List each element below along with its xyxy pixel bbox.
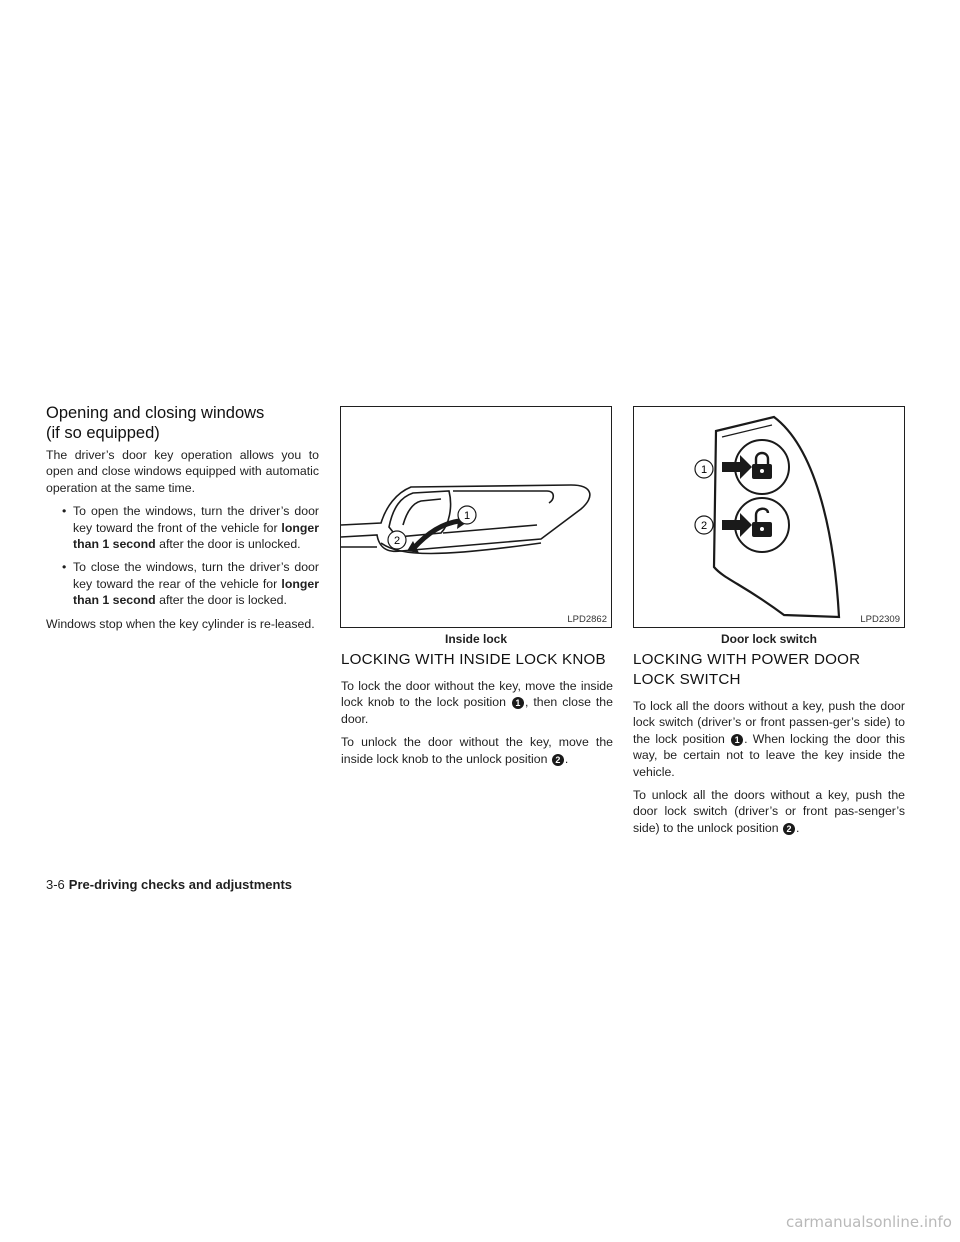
bullet-text: To open the windows, turn the driver’s door key toward the front of the vehicle for (73, 504, 319, 535)
paragraph-text: To unlock the door without the key, move the inside lock knob to the unlock position (341, 735, 613, 766)
inside-lock-caption: Inside lock (444, 632, 508, 646)
heading-line-2: LOCK SWITCH (633, 671, 741, 688)
figure-label-2: 2 (700, 520, 708, 532)
figure-code: LPD2862 (567, 614, 607, 625)
figure-label-2: 2 (393, 535, 401, 547)
unlock-icon (752, 509, 772, 537)
paragraph-text: To lock all the doors without a key, push the door lock switch (driver’s or front passen-ger’s side) to the lock position (633, 699, 905, 746)
bullet-dot: • (62, 504, 67, 519)
position-1-marker: 1 (731, 734, 743, 746)
bullet-close-windows (46, 559, 319, 608)
paragraph-text: . (564, 751, 569, 766)
door-lock-switch-caption: Door lock switch (720, 632, 818, 646)
heading-line-2: (if so equipped) (46, 424, 160, 442)
page-footer (46, 877, 292, 892)
lock-icon (752, 453, 772, 479)
figure-code: LPD2309 (860, 614, 900, 625)
inside-lock-illustration (341, 407, 611, 627)
inside-lock-knob-body (341, 678, 613, 774)
page-number: 3-6 (46, 877, 65, 892)
heading-line-1: Opening and closing windows (46, 404, 265, 422)
power-door-lock-heading (633, 650, 905, 690)
paragraph-text: . When locking the door this way, be certain not to leave the key inside the vehicle. (633, 731, 905, 779)
door-lock-switch-figure (633, 406, 905, 628)
inside-lock-knob-heading: LOCKING WITH INSIDE LOCK KNOB (341, 651, 606, 668)
unlock-paragraph (341, 734, 613, 767)
lock-paragraph (341, 678, 613, 727)
intro-paragraph: The driver’s door key operation allows you to open and close windows equipped with automatic operation at the same time. (46, 448, 319, 495)
heading-line-1: LOCKING WITH POWER DOOR (633, 651, 861, 668)
bullet-open-windows (46, 503, 319, 552)
closing-paragraph: Windows stop when the key cylinder is re-leased. (46, 616, 315, 631)
lock-paragraph (633, 698, 905, 780)
bullet-dot: • (62, 560, 67, 575)
bullet-emphasis: longer than 1 second (73, 520, 319, 552)
windows-section-body (46, 447, 319, 639)
paragraph-text: , then close the door. (341, 695, 613, 726)
section-title: Pre-driving checks and adjustments (68, 877, 293, 892)
inside-lock-figure (340, 406, 612, 628)
door-lock-switch-illustration (634, 407, 904, 627)
bullet-text: after the door is unlocked. (155, 537, 301, 552)
bullet-text: To close the windows, turn the driver’s door key toward the rear of the vehicle for (73, 560, 319, 591)
watermark: carmanualsonline.info (786, 1213, 952, 1231)
bullet-text: after the door is locked. (155, 593, 287, 608)
power-door-lock-body (633, 698, 905, 843)
figure-label-1: 1 (463, 510, 471, 522)
position-1-marker: 1 (512, 697, 524, 709)
paragraph-text: To unlock all the doors without a key, push the door lock switch (driver’s or front pas-senger’s side) to the unlock position (633, 788, 905, 835)
unlock-paragraph (633, 787, 905, 836)
paragraph-text: . (796, 820, 800, 835)
position-2-marker: 2 (783, 823, 795, 835)
bullet-emphasis: longer than 1 second (73, 576, 319, 608)
figure-label-1: 1 (700, 464, 708, 476)
paragraph-text: To lock the door without the key, move the inside lock knob to the lock position (341, 679, 613, 710)
position-2-marker: 2 (552, 754, 564, 766)
windows-section-heading (46, 403, 318, 443)
